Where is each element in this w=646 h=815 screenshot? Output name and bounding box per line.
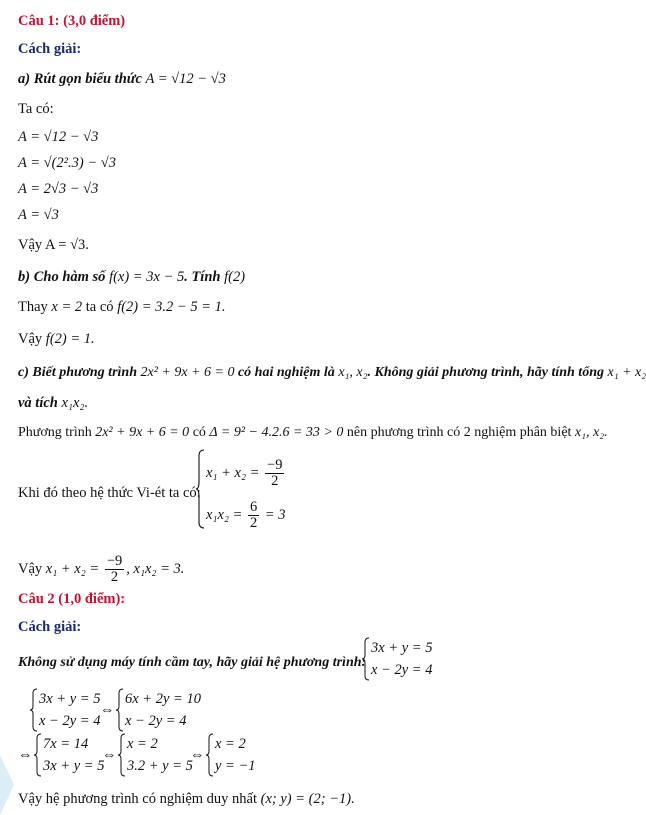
equivalence-icon: ⇔ (102, 747, 117, 763)
left-brace-icon (116, 688, 125, 732)
task-text: Không sử dụng máy tính cầm tay, hãy giải hệ phương trình: (18, 655, 367, 670)
vieta-sum: x₁ + x₂ = $\frac{-9}{2}$ (206, 457, 283, 489)
equivalence-icon: ⇔ (190, 747, 205, 763)
step-3: A = 2√3 − √3 (18, 181, 99, 197)
question-2-conclusion: Vậy hệ phương trình có nghiệm duy nhất (x; y) = (2; −1). (18, 791, 355, 807)
part-b-conclusion: Vậy f(2) = 1. (18, 331, 95, 347)
system-step-1: 3x + y = 5 x − 2y = 4 (30, 688, 118, 732)
left-brace-icon (118, 733, 127, 777)
left-brace-icon (362, 637, 371, 681)
part-a-conclusion: Vậy A = √3. (18, 237, 89, 253)
part-a-intro: Ta có: (18, 101, 54, 117)
question-1-heading: Câu 1: (3,0 điểm) (18, 13, 126, 29)
system-step-4: x = 2 3.2 + y = 5 (118, 733, 208, 777)
part-c-title: c) Biết phương trình 2x² + 9x + 6 = 0 có hai nghiệm là x₁, x₂. Không giải phương trình, hãy tính tổng x₁ + x₂ (18, 365, 646, 380)
part-a-title: a) Rút gọn biểu thức A = √12 − √3 (18, 71, 226, 87)
step-1: A = √12 − √3 (18, 129, 99, 145)
part-b-title: b) Cho hàm số f(x) = 3x − 5. Tính f(2) (18, 269, 246, 285)
given-system: 3x + y = 5 x − 2y = 4 (362, 637, 442, 681)
part-c-title-cont: và tích x₁x₂. (18, 395, 89, 411)
left-brace-icon (206, 733, 215, 777)
left-brace-icon (196, 448, 206, 530)
question-2-heading: Câu 2 (1,0 điểm): (18, 591, 126, 607)
solution-label: Cách giải: (18, 41, 82, 57)
vieta-system (196, 448, 286, 530)
solution-label-2: Cách giải: (18, 619, 82, 635)
vieta-intro: Khi đó theo hệ thức Vi-ét ta có: (18, 485, 201, 501)
system-step-5: x = 2 y = −1 (206, 733, 276, 777)
system-step-2: 6x + 2y = 10 x − 2y = 4 (116, 688, 206, 732)
part-c-conclusion: Vậy x₁ + x₂ = $\frac{-9}{2}$ , x₁x₂ = 3. (18, 553, 185, 586)
discriminant-line: Phương trình 2x² + 9x + 6 = 0 có Δ = 9² − 4.2.6 = 33 > 0 nên phương trình có 2 nghiệm phân biệt x₁, x₂. (18, 425, 608, 440)
vieta-product: x₁x₂ = $\frac{6}{2}$ = 3 (206, 499, 286, 531)
part-b-working: Thay x = 2 ta có f(2) = 3.2 − 5 = 1. (18, 299, 226, 315)
corner-decoration-icon (0, 755, 16, 815)
equivalence-icon: ⇔ (18, 747, 33, 763)
left-brace-icon (34, 733, 43, 777)
step-2: A = √(2².3) − √3 (18, 155, 116, 171)
step-4: A = √3 (18, 207, 59, 223)
left-brace-icon (30, 688, 39, 732)
system-step-3: 7x = 14 3x + y = 5 (34, 733, 114, 777)
equivalence-icon: ⇔ (100, 702, 115, 718)
